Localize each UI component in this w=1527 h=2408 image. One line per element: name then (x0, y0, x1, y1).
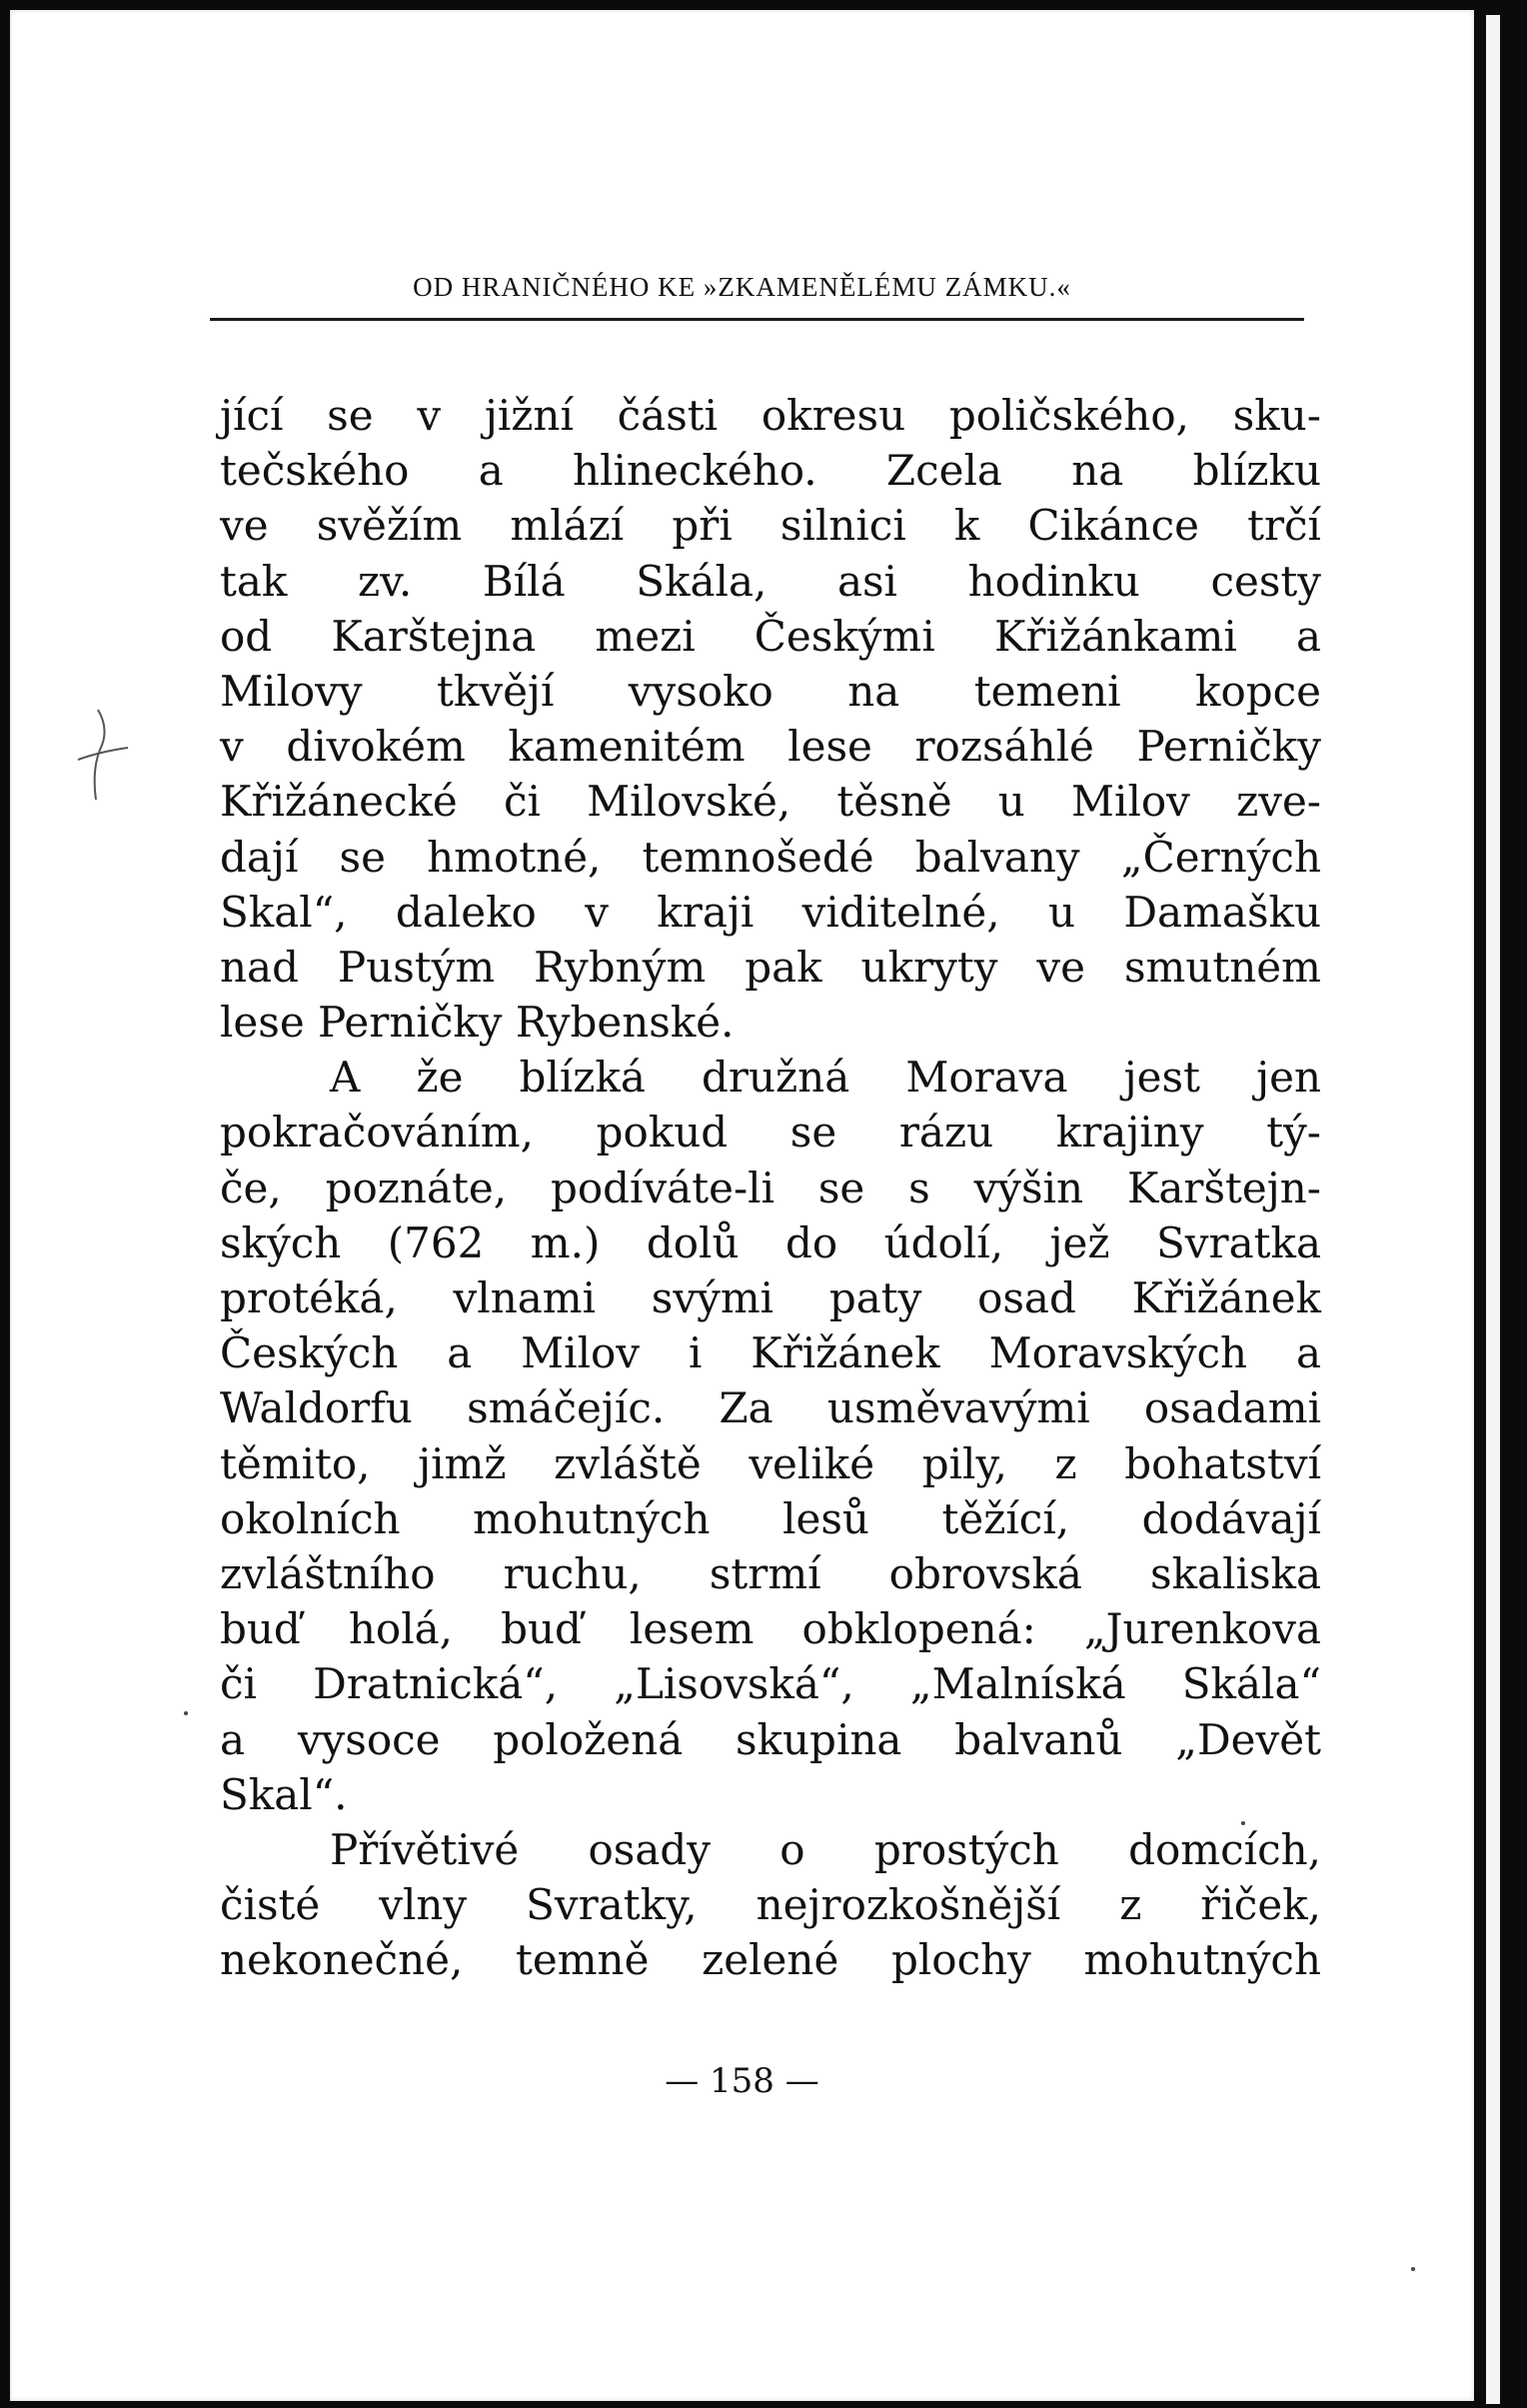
running-header: OD HRANIČNÉHO KE »ZKAMENĚLÉMU ZÁMKU.« (413, 272, 1071, 302)
text-line: těmito, jimž zvláště veliké pily, z bohatství (220, 1438, 1321, 1488)
text-line: ve svěžím mlází při silnici k Cikánce trčí (220, 501, 1321, 551)
scan-speck (184, 1711, 188, 1715)
text-line: protéká, vlnami svými paty osad Křižánek (220, 1273, 1321, 1322)
scan-edge-strip (1486, 15, 1500, 2404)
text-line: nad Pustým Rybným pak ukryty ve smutném (220, 942, 1321, 992)
text-line: nekonečné, temně zelené plochy mohutných (220, 1935, 1321, 1985)
margin-pencil-mark-icon (70, 690, 130, 820)
text-line: čisté vlny Svratky, nejrozkošnější z řiček, (220, 1880, 1321, 1930)
text-line: dají se hmotné, temnošedé balvany „Černých (220, 832, 1321, 882)
scan-speck (1241, 1821, 1245, 1825)
text-line: tečského a hlineckého. Zcela na blízku (220, 446, 1321, 496)
text-line: A že blízká družná Morava jest jen (330, 1053, 1321, 1103)
text-line: buď holá, buď lesem obklopená: „Jurenkova (220, 1604, 1321, 1654)
text-line: tak zv. Bílá Skála, asi hodinku cesty (220, 556, 1321, 606)
scan-speck (1411, 2267, 1415, 2271)
page-number: — 158 — (665, 2061, 819, 2101)
text-line: Skal“, daleko v kraji viditelné, u Damašku (220, 887, 1321, 937)
text-line: jící se v jižní části okresu poličského, sku- (220, 391, 1321, 440)
text-line: od Karštejna mezi Českými Křižánkami a (220, 611, 1321, 661)
text-line: či Dratnická“, „Lisovská“, „Malníská Skála“ (220, 1659, 1321, 1709)
text-line: lese Perničky Rybenské. (220, 998, 735, 1048)
scan-border (1477, 0, 1527, 2408)
text-line: Milovy tkvějí vysoko na temeni kopce (220, 666, 1321, 716)
text-line: Českých a Milov i Křižánek Moravských a (220, 1328, 1321, 1378)
text-line: Skal“. (220, 1769, 348, 1819)
text-line: ských (762 m.) dolů do údolí, jež Svratka (220, 1217, 1321, 1267)
text-line: v divokém kamenitém lese rozsáhlé Perničky (220, 722, 1321, 772)
text-line: okolních mohutných lesů těžící, dodávají (220, 1493, 1321, 1543)
text-line: Přívětivé osady o prostých domcích, (330, 1824, 1321, 1874)
book-page (10, 10, 1474, 2401)
text-line: zvláštního ruchu, strmí obrovská skaliska (220, 1548, 1321, 1598)
body-text (220, 388, 1321, 1987)
text-line: Waldorfu smáčejíc. Za usměvavými osadami (220, 1383, 1321, 1433)
text-line: a vysoce položená skupina balvanů „Devět (220, 1714, 1321, 1764)
text-line: pokračováním, pokud se rázu krajiny tý- (220, 1108, 1321, 1158)
text-line: če, poznáte, podíváte-li se s výšin Karštejn- (220, 1163, 1321, 1212)
text-line: Křižánecké či Milovské, těsně u Milov zve- (220, 777, 1321, 827)
header-rule (210, 318, 1304, 321)
